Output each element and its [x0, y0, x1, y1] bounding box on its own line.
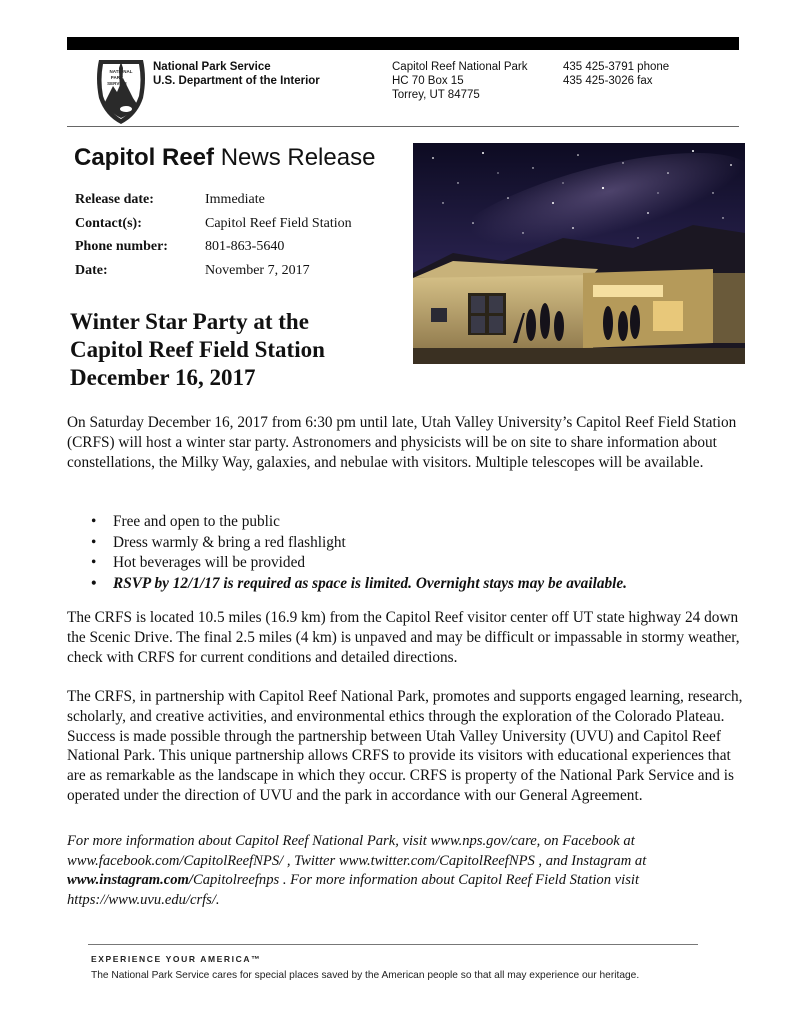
- partnership-paragraph: The CRFS, in partnership with Capitol Reef National Park, promotes and supports engaged learning, research, scholarly, and creative activities, and environmental ethics through the exploration of the Colorado Plateau. Success is made possible through the partnership between Utah Valley University (UVU) and Capitol Reef National Park. This unique partnership allows CRFS to provide its visitors with educational experiences that are as remarkable as the landscape in which they occur. CRFS is property of the National Park Service and is operated under the direction of UVU and the park in accordance with our General Agreement.: [67, 688, 743, 804]
- release-info-value: Capitol Reef Field Station: [205, 215, 352, 231]
- svg-text:SERVICE: SERVICE: [107, 81, 127, 86]
- night-sky-building-image: [413, 143, 745, 364]
- release-info-label: Release date:: [75, 192, 154, 207]
- address-line: Torrey, UT 84775: [392, 89, 480, 101]
- address-line: Capitol Reef National Park: [392, 61, 528, 73]
- park-address: [392, 60, 528, 102]
- agency-line-2: U.S. Department of the Interior: [153, 75, 320, 87]
- news-title-rest: News Release: [220, 144, 376, 171]
- park-phone-fax: [563, 60, 669, 88]
- footer-text: The National Park Service cares for special places saved by the American people so that all may experience our heritage.: [91, 970, 640, 981]
- release-info-label: Contact(s):: [75, 215, 142, 231]
- release-info-value: Immediate: [205, 192, 265, 207]
- agency-name: [153, 60, 320, 88]
- headline-line: Winter Star Party at the: [70, 309, 309, 334]
- address-line: HC 70 Box 15: [392, 75, 464, 87]
- more-info-text: For more information about Capitol Reef National Park, visit www.nps.gov/care, on Facebook at www.facebook.com/CapitolReefNPS/ , Twitter www.twitter.com/CapitolReefNPS , and Instagram at: [67, 833, 647, 869]
- headline-line: Capitol Reef Field Station: [70, 337, 325, 362]
- svg-text:PARK: PARK: [110, 75, 124, 80]
- list-item: • Free and open to the public: [91, 512, 751, 533]
- release-info-row: [75, 212, 352, 236]
- header-bar: [67, 37, 739, 50]
- event-details-list: [91, 512, 751, 594]
- release-info-row: [75, 259, 352, 283]
- fax-number: 435 425-3026 fax: [563, 75, 653, 87]
- news-release-title: [74, 143, 375, 173]
- phone-number: 435 425-3791 phone: [563, 61, 670, 73]
- release-info-table: [75, 188, 352, 282]
- footer-tagline: EXPERIENCE YOUR AMERICA™: [91, 954, 262, 964]
- location-paragraph: The CRFS is located 10.5 miles (16.9 km) from the Capitol Reef visitor center off UT state highway 24 down the Scenic Drive. The final 2.5 miles (4 km) is unpaved and may be difficult or impassable in stormy weather, check with CRFS for current conditions and detailed directions.: [67, 609, 740, 666]
- headline-line: December 16, 2017: [70, 365, 256, 390]
- release-info-label: Date:: [75, 262, 108, 278]
- star-party-photo: [413, 143, 745, 364]
- event-description-paragraph: On Saturday December 16, 2017 from 6:30 pm until late, Utah Valley University’s Capitol Reef Field Station (CRFS) will host a winter star party. Astronomers and physicists will be on site to share information about constellations, the Milky Way, galaxies, and nebulae with visitors. Multiple telescopes will be available.: [67, 414, 737, 471]
- rsvp-list-item: • RSVP by 12/1/17 is required as space is limited. Overnight stays may be available.: [91, 574, 751, 595]
- news-title-bold: Capitol Reef: [74, 144, 215, 171]
- nps-arrowhead-logo: [93, 58, 149, 126]
- headline: [70, 308, 400, 392]
- release-info-value: November 7, 2017: [205, 262, 310, 278]
- release-info-row: [75, 235, 352, 259]
- header-divider: [67, 126, 739, 127]
- more-info-text-end: Capitolreefnps . For more information about Capitol Reef Field Station visit https://www.uvu.edu/crfs/.: [67, 872, 639, 908]
- more-information-paragraph: [67, 832, 749, 910]
- list-item: • Dress warmly & bring a red flashlight: [91, 533, 751, 554]
- footer-divider: [88, 944, 698, 945]
- list-item: • Hot beverages will be provided: [91, 553, 751, 574]
- agency-line-1: National Park Service: [153, 61, 271, 73]
- instagram-link[interactable]: www.instagram.com/: [67, 872, 193, 888]
- release-info-row: [75, 188, 352, 212]
- release-info-label: Phone number:: [75, 239, 168, 254]
- svg-text:NATIONAL: NATIONAL: [109, 69, 133, 74]
- release-info-value: 801-863-5640: [205, 239, 285, 254]
